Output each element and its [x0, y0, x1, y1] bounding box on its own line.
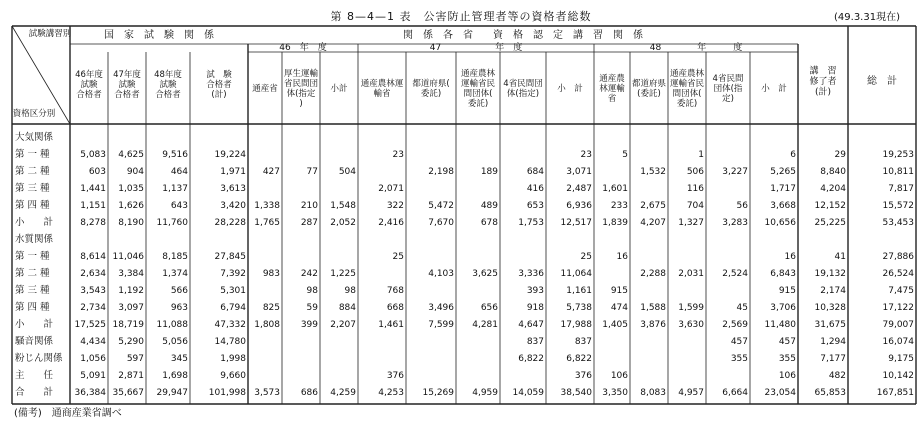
- table-cell: 1,971: [220, 167, 246, 177]
- column-header: 合格者: [206, 80, 232, 90]
- column-header: 46年度: [75, 70, 103, 80]
- table-cell: 3,496: [428, 303, 454, 313]
- column-header: 委託): [467, 99, 489, 109]
- column-header: 合格者: [155, 90, 181, 100]
- table-cell: 27,845: [214, 252, 246, 262]
- table-cell: 825: [262, 303, 280, 313]
- table-cell: 7,475: [888, 286, 914, 296]
- column-header: 小計: [330, 84, 348, 94]
- table-cell: 915: [610, 286, 628, 296]
- column-header: 体(指定): [506, 89, 540, 99]
- table-cell: 16: [784, 252, 796, 262]
- table-cell: 668: [386, 303, 404, 313]
- table-cell: 10,328: [814, 303, 846, 313]
- table-cell: 3,097: [118, 303, 144, 313]
- table-cell: 17,525: [74, 320, 106, 330]
- row-label: 騒音関係: [15, 336, 54, 347]
- table-cell: 14,059: [512, 388, 544, 398]
- table-cell: 2,174: [820, 286, 846, 296]
- table-cell: 506: [686, 167, 704, 177]
- table-cell: 566: [170, 286, 188, 296]
- table-cell: 1,151: [80, 201, 106, 211]
- column-header: 4省民間: [712, 74, 744, 84]
- table-cell: 28,228: [214, 218, 246, 228]
- table-cell: 11,046: [112, 252, 144, 262]
- column-header: 通産農: [599, 74, 625, 84]
- table-cell: 11,480: [764, 320, 796, 330]
- row-label: 水質関係: [15, 234, 54, 245]
- table-cell: 1,839: [602, 218, 628, 228]
- table-cell: 38,540: [560, 388, 592, 398]
- table-cell: 59: [306, 303, 318, 313]
- corner-label-bottom: 資格区分別: [12, 109, 56, 119]
- row-label: 主 任: [15, 370, 54, 381]
- table-cell: 904: [126, 167, 144, 177]
- table-cell: 19,253: [882, 150, 914, 160]
- table-cell: 31,675: [814, 320, 846, 330]
- table-cell: 167,851: [876, 388, 914, 398]
- row-label: 合 計: [15, 387, 54, 398]
- table-cell: 1,532: [640, 167, 666, 177]
- table-cell: 3,071: [566, 167, 592, 177]
- table-cell: 5,301: [220, 286, 246, 296]
- table-cell: 4,959: [472, 388, 498, 398]
- table-cell: 1,626: [118, 201, 144, 211]
- table-cell: 25: [392, 252, 404, 262]
- table-cell: 10,656: [764, 218, 796, 228]
- year-46: 46 年 度: [279, 43, 327, 53]
- table-cell: 1,717: [770, 184, 796, 194]
- column-header: 厚生運輸: [283, 69, 319, 79]
- table-cell: 19,132: [814, 269, 846, 279]
- table-cell: 4,253: [378, 388, 404, 398]
- table-cell: 35,667: [112, 388, 144, 398]
- column-header: 輸省: [373, 89, 391, 99]
- row-label: 第 一 種: [15, 149, 50, 160]
- column-header: 間団体(: [463, 89, 493, 99]
- table-cell: 482: [828, 371, 846, 381]
- table-cell: 4,957: [678, 388, 704, 398]
- column-header: 間団体(: [672, 89, 702, 99]
- group-ministries: 関 係 各 省 資 格 認 定 講 習 関 係: [403, 30, 643, 41]
- table-cell: 287: [300, 218, 318, 228]
- table-cell: 643: [170, 201, 188, 211]
- table-cell: 106: [610, 371, 628, 381]
- table-cell: 704: [686, 201, 704, 211]
- column-header: 林運輸: [599, 84, 625, 94]
- table-cell: 4,259: [330, 388, 356, 398]
- date-note: (49.3.31現在): [834, 12, 900, 23]
- column-header: 試 験: [206, 70, 232, 80]
- table-cell: 210: [300, 201, 318, 211]
- table-cell: 1,599: [678, 303, 704, 313]
- table-cell: 376: [386, 371, 404, 381]
- completed-header: (計): [814, 87, 832, 98]
- column-header: 都道府県(: [412, 79, 450, 89]
- table-cell: 355: [778, 354, 796, 364]
- table-cell: 11,760: [156, 218, 188, 228]
- table-cell: 837: [526, 337, 544, 347]
- column-header: 団体(指: [713, 84, 743, 94]
- table-cell: 5,056: [162, 337, 188, 347]
- table-cell: 12,152: [814, 201, 846, 211]
- total-header: 総 計: [867, 76, 897, 87]
- table-cell: 8,190: [118, 218, 144, 228]
- table-cell: 678: [480, 218, 498, 228]
- table-cell: 684: [526, 167, 544, 177]
- table-title: 第 8—4—1 表 公害防止管理者等の資格者総数: [330, 10, 592, 23]
- table-cell: 1,698: [162, 371, 188, 381]
- table-cell: 2,569: [722, 320, 748, 330]
- table-cell: 1,601: [602, 184, 628, 194]
- column-header: 委託): [676, 99, 698, 109]
- table-cell: 3,283: [722, 218, 748, 228]
- table-cell: 106: [778, 371, 796, 381]
- table-cell: 3,613: [220, 184, 246, 194]
- table-cell: 6,843: [770, 269, 796, 279]
- table-cell: 2,288: [640, 269, 666, 279]
- column-header: 合格者: [76, 90, 102, 100]
- table-cell: 65,853: [814, 388, 846, 398]
- table-cell: 8,840: [820, 167, 846, 177]
- row-label: 第 二 種: [15, 166, 50, 177]
- row-label: 第 三 種: [15, 285, 50, 296]
- table-cell: 768: [386, 286, 404, 296]
- column-header: 省: [607, 94, 617, 104]
- table-cell: 3,336: [518, 269, 544, 279]
- table-cell: 5: [622, 150, 628, 160]
- column-header: 試験: [159, 80, 177, 90]
- table-cell: 5,472: [428, 201, 454, 211]
- table-cell: 355: [730, 354, 748, 364]
- table-cell: 3,227: [722, 167, 748, 177]
- table-cell: 79,007: [882, 320, 914, 330]
- table-cell: 1,192: [118, 286, 144, 296]
- row-label: 第 一 種: [15, 251, 50, 262]
- table-cell: 427: [262, 167, 280, 177]
- table-cell: 656: [480, 303, 498, 313]
- table-cell: 2,634: [80, 269, 106, 279]
- row-label: 粉じん関係: [15, 353, 63, 364]
- table-cell: 2,524: [722, 269, 748, 279]
- table-cell: 3,876: [640, 320, 666, 330]
- table-cell: 27,886: [882, 252, 914, 262]
- table-cell: 837: [574, 337, 592, 347]
- year-47: 47 年 度: [429, 43, 523, 53]
- table-cell: 963: [170, 303, 188, 313]
- table-cell: 17,988: [560, 320, 592, 330]
- row-label: 第 三 種: [15, 183, 50, 194]
- table-cell: 1,294: [820, 337, 846, 347]
- table-cell: 18,719: [112, 320, 144, 330]
- table-cell: 4,103: [428, 269, 454, 279]
- table-cell: 1,588: [640, 303, 666, 313]
- table-cell: 10,142: [882, 371, 914, 381]
- table-cell: 3,384: [118, 269, 144, 279]
- table-cell: 686: [300, 388, 318, 398]
- column-header: (委託): [637, 89, 661, 99]
- table-cell: 884: [338, 303, 356, 313]
- table-cell: 603: [88, 167, 106, 177]
- table-cell: 8,185: [162, 252, 188, 262]
- table-cell: 11,088: [156, 320, 188, 330]
- table-cell: 36,384: [74, 388, 106, 398]
- table-cell: 56: [736, 201, 748, 211]
- row-label: 小 計: [15, 217, 54, 228]
- table-cell: 399: [300, 320, 318, 330]
- table-cell: 45: [736, 303, 748, 313]
- column-header: 通産農林運: [360, 79, 404, 89]
- footnote: (備考) 通商産業省調べ: [14, 408, 122, 419]
- table-cell: 4,625: [118, 150, 144, 160]
- table-cell: 7,177: [820, 354, 846, 364]
- table-cell: 3,543: [80, 286, 106, 296]
- table-cell: 1: [698, 150, 704, 160]
- table-cell: 16: [616, 252, 628, 262]
- table-cell: 15,572: [882, 201, 914, 211]
- table-cell: 1,441: [80, 184, 106, 194]
- column-header: 試験: [118, 80, 136, 90]
- table-cell: 3,668: [770, 201, 796, 211]
- year-48: 48 年 度: [649, 43, 743, 53]
- table-cell: 2,031: [678, 269, 704, 279]
- table-cell: 23: [392, 150, 404, 160]
- table-cell: 5,091: [80, 371, 106, 381]
- table-cell: 9,175: [888, 354, 914, 364]
- table-cell: 8,614: [80, 252, 106, 262]
- table-cell: 1,753: [518, 218, 544, 228]
- column-header: 体(指定: [286, 89, 316, 99]
- table-cell: 1,405: [602, 320, 628, 330]
- table-cell: 345: [170, 354, 188, 364]
- table-cell: 8,083: [640, 388, 666, 398]
- table-cell: 4,204: [820, 184, 846, 194]
- table-cell: 9,516: [162, 150, 188, 160]
- table-cell: 14,780: [214, 337, 246, 347]
- table-cell: 19,224: [214, 150, 246, 160]
- table-cell: 6,664: [722, 388, 748, 398]
- table-cell: 1,225: [330, 269, 356, 279]
- table-cell: 26,524: [882, 269, 914, 279]
- column-header: (計): [211, 90, 227, 100]
- table-cell: 2,487: [566, 184, 592, 194]
- table-cell: 322: [386, 201, 404, 211]
- table-cell: 25,225: [814, 218, 846, 228]
- table-cell: 2,207: [330, 320, 356, 330]
- table-cell: 7,599: [428, 320, 454, 330]
- table-cell: 1,137: [162, 184, 188, 194]
- table-cell: 41: [834, 252, 846, 262]
- table-cell: 2,675: [640, 201, 666, 211]
- table-cell: 7,392: [220, 269, 246, 279]
- table-cell: 23: [580, 150, 592, 160]
- table-cell: 5,290: [118, 337, 144, 347]
- table-cell: 2,734: [80, 303, 106, 313]
- table-cell: 6,822: [566, 354, 592, 364]
- table-cell: 3,573: [254, 388, 280, 398]
- table-cell: 2,071: [378, 184, 404, 194]
- table-cell: 5,083: [80, 150, 106, 160]
- table-cell: 3,625: [472, 269, 498, 279]
- table-cell: 2,198: [428, 167, 454, 177]
- column-header: 定): [722, 94, 734, 104]
- table-cell: 2,871: [118, 371, 144, 381]
- table-cell: 7,670: [428, 218, 454, 228]
- table-cell: 474: [610, 303, 628, 313]
- table-cell: 1,056: [80, 354, 106, 364]
- table-cell: 918: [526, 303, 544, 313]
- table-cell: 189: [480, 167, 498, 177]
- group-national: 国 家 試 験 関 係: [104, 30, 214, 41]
- table-cell: 77: [306, 167, 318, 177]
- table-cell: 98: [344, 286, 356, 296]
- table-cell: 12,517: [560, 218, 592, 228]
- table-cell: 242: [300, 269, 318, 279]
- table-cell: 10,811: [882, 167, 914, 177]
- table-cell: 4,647: [518, 320, 544, 330]
- table-cell: 98: [306, 286, 318, 296]
- table-cell: 6,822: [518, 354, 544, 364]
- table-cell: 5,738: [566, 303, 592, 313]
- table-cell: 6: [790, 150, 796, 160]
- table-cell: 53,453: [882, 218, 914, 228]
- table-cell: 3,706: [770, 303, 796, 313]
- column-header: 省民間団: [283, 79, 319, 89]
- column-header: 通産農林: [669, 69, 705, 79]
- column-header: 都道府県: [631, 79, 667, 89]
- table-cell: 1,808: [254, 320, 280, 330]
- row-label: 小 計: [15, 319, 54, 330]
- table-cell: 457: [778, 337, 796, 347]
- column-header: 4省民間団: [503, 79, 543, 89]
- row-label: 第 四 種: [15, 200, 50, 211]
- table-cell: 464: [170, 167, 188, 177]
- column-header: ): [299, 99, 303, 109]
- table-cell: 116: [686, 184, 704, 194]
- table-cell: 17,122: [882, 303, 914, 313]
- table-cell: 11,064: [560, 269, 592, 279]
- table-cell: 15,269: [422, 388, 454, 398]
- table-cell: 1,998: [220, 354, 246, 364]
- table-cell: 1,765: [254, 218, 280, 228]
- table-cell: 416: [526, 184, 544, 194]
- table-cell: 1,161: [566, 286, 592, 296]
- table-cell: 2,416: [378, 218, 404, 228]
- table-cell: 101,998: [208, 388, 246, 398]
- column-header: 小 計: [557, 84, 583, 94]
- table-cell: 4,434: [80, 337, 106, 347]
- table-cell: 6,794: [220, 303, 246, 313]
- column-header: 運輸省民: [460, 79, 496, 89]
- column-header: 運輸省民: [669, 79, 705, 89]
- row-label: 第 二 種: [15, 268, 50, 279]
- table-cell: 4,281: [472, 320, 498, 330]
- table-cell: 3,630: [678, 320, 704, 330]
- table-cell: 983: [262, 269, 280, 279]
- row-label: 大気関係: [15, 132, 54, 143]
- table-cell: 29: [834, 150, 846, 160]
- column-header: 小 計: [761, 84, 787, 94]
- table-cell: 9,660: [220, 371, 246, 381]
- table-cell: 25: [580, 252, 592, 262]
- column-header: 48年度: [154, 70, 182, 80]
- table-cell: 1,338: [254, 201, 280, 211]
- table-cell: 4,207: [640, 218, 666, 228]
- column-header: 通産農林: [460, 69, 496, 79]
- table-cell: 376: [574, 371, 592, 381]
- table-cell: 1,035: [118, 184, 144, 194]
- table-cell: 3,350: [602, 388, 628, 398]
- table-cell: 8,278: [80, 218, 106, 228]
- table-cell: 23,054: [764, 388, 796, 398]
- column-header: 委託): [420, 89, 442, 99]
- table-cell: 653: [526, 201, 544, 211]
- table-cell: 3,420: [220, 201, 246, 211]
- column-header: 通産省: [252, 84, 278, 94]
- corner-label-top: 試験講習別: [28, 29, 72, 39]
- row-label: 第 四 種: [15, 302, 50, 313]
- column-header: 合格者: [114, 90, 140, 100]
- table-cell: 5,265: [770, 167, 796, 177]
- column-header: 試験: [80, 80, 98, 90]
- completed-header: 修了者: [809, 77, 837, 87]
- table-cell: 1,327: [678, 218, 704, 228]
- table-cell: 47,332: [214, 320, 246, 330]
- table-cell: 1,374: [162, 269, 188, 279]
- table-cell: 233: [610, 201, 628, 211]
- table-cell: 457: [730, 337, 748, 347]
- table-cell: 16,074: [882, 337, 914, 347]
- table-cell: 504: [338, 167, 356, 177]
- table-cell: 915: [778, 286, 796, 296]
- table-cell: 597: [126, 354, 144, 364]
- table-cell: 6,936: [566, 201, 592, 211]
- table-cell: 7,817: [888, 184, 914, 194]
- table-cell: 29,947: [156, 388, 188, 398]
- table-cell: 1,548: [330, 201, 356, 211]
- completed-header: 講 習: [809, 66, 837, 77]
- table-cell: 2,052: [330, 218, 356, 228]
- table-cell: 489: [480, 201, 498, 211]
- column-header: 47年度: [113, 70, 141, 80]
- table-cell: 393: [526, 286, 544, 296]
- table-cell: 1,461: [378, 320, 404, 330]
